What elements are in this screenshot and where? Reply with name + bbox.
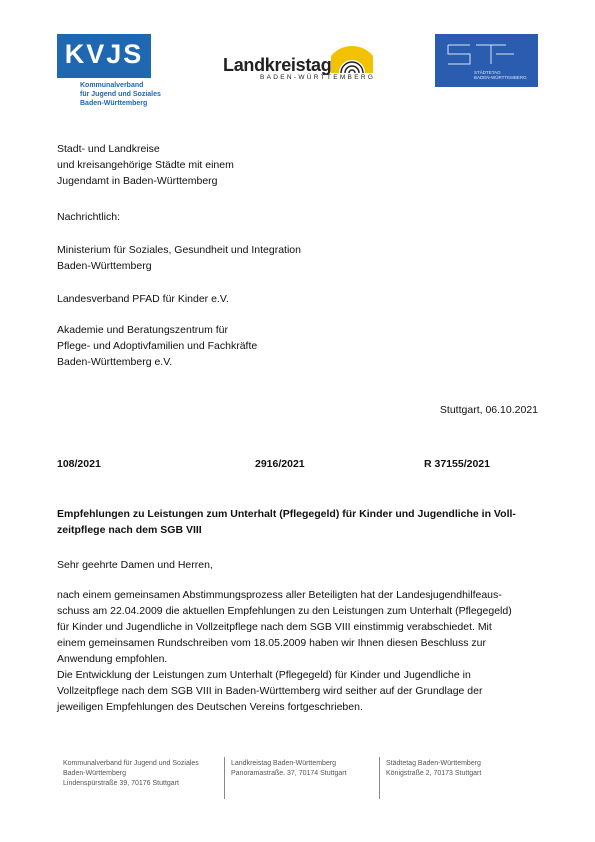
body-text (57, 587, 542, 715)
landkreistag-arc-icon (331, 33, 373, 73)
reference-number-1: 108/2021 (57, 458, 101, 470)
recipient-line: Akademie und Beratungszentrum für (57, 324, 229, 336)
footer-line: Landkreistag Baden-Württemberg (231, 760, 337, 767)
recipient-line: und kreisangehörige Städte mit einem (57, 159, 234, 171)
footer-divider (379, 757, 380, 799)
footer-line: Städtetag Baden-Württemberg (386, 760, 481, 767)
staedtetag-logo-text (474, 70, 527, 80)
recipient-group-4 (57, 322, 257, 370)
reference-number-2: 2916/2021 (255, 458, 305, 470)
body-line: schuss am 22.04.2009 die aktuellen Empfehlungen zu den Leistungen zum Unterhalt (Pflegegeld) (57, 605, 512, 617)
footer-line: Lindenspürstraße 39, 70176 Stuttgart (63, 780, 179, 787)
recipient-line: Pflege- und Adoptivfamilien und Fachkräfte (57, 340, 258, 352)
subject-line-1: Empfehlungen zu Leistungen zum Unterhalt (Pflegegeld) für Kinder und Jugendliche in Voll- (57, 508, 516, 520)
reference-number-3: R 37155/2021 (424, 458, 490, 470)
subject-heading (57, 506, 516, 538)
footer-line: Königstraße 2, 70173 Stuttgart (386, 770, 482, 777)
landkreistag-logo-name: Landkreistag (223, 55, 332, 75)
footer-kvjs (63, 759, 199, 789)
recipient-line: Baden-Württemberg (57, 260, 152, 272)
body-line: für Kinder und Jugendliche in Vollzeitpflege nach dem SGB VIII einstimmig verabschiedet. Mit (57, 621, 492, 633)
body-line: Anwendung empfohlen. (57, 653, 168, 665)
kvjs-logo-line-3: Baden-Württemberg (80, 100, 148, 107)
body-line: einem gemeinsamen Rundschreiben vom 18.05.2009 haben wir Ihnen diesen Beschluss zur (57, 637, 487, 649)
footer-landkreistag (231, 759, 347, 779)
landkreistag-logo-sub: BADEN-WÜRTTEMBERG (260, 74, 376, 81)
staedtetag-logo-line-1: STÄDTETAG (474, 70, 501, 75)
body-line: nach einem gemeinsamen Abstimmungsprozess aller Beteiligten hat der Landesjugendhilfeaus- (57, 589, 502, 601)
footer-line: Panoramastraße. 37, 70174 Stuttgart (231, 770, 347, 777)
cc-label: Nachrichtlich: (57, 211, 121, 223)
footer-divider (224, 757, 225, 799)
date-line: Stuttgart, 06.10.2021 (439, 404, 538, 416)
salutation: Sehr geehrte Damen und Herren, (57, 559, 213, 571)
body-line: Die Entwicklung der Leistungen zum Unterhalt (Pflegegeld) für Kinder und Jugendliche in (57, 669, 471, 681)
footer-line: Baden-Württemberg (63, 770, 127, 777)
body-line: Vollzeitpflege nach dem SGB VIII in Baden-Württemberg wird seither auf der Grundlage der (57, 685, 483, 697)
subject-line-2: zeitpflege nach dem SGB VIII (57, 524, 202, 536)
recipient-group-3 (57, 291, 229, 307)
recipient-line: Baden-Württemberg e.V. (57, 356, 173, 368)
kvjs-logo-line-1: Kommunalverband (80, 82, 144, 89)
recipient-line: Ministerium für Soziales, Gesundheit und Integration (57, 244, 301, 256)
recipient-group-1 (57, 141, 234, 189)
footer-line: Kommunalverband für Jugend und Soziales (63, 760, 199, 767)
recipient-line: Landesverband PFAD für Kinder e.V. (57, 293, 229, 305)
recipient-group-2 (57, 242, 301, 274)
staedtetag-mark-icon (446, 42, 516, 68)
kvjs-logo-line-2: für Jugend und Soziales (80, 91, 161, 98)
footer-staedtetag (386, 759, 481, 779)
kvjs-logo-letters: KVJS (64, 39, 144, 69)
body-line: jeweiligen Empfehlungen des Deutschen Vereins fortgeschrieben. (57, 701, 363, 713)
staedtetag-logo-line-2: BADEN-WÜRTTEMBERG (474, 75, 527, 80)
recipient-line: Jugendamt in Baden-Württemberg (57, 175, 218, 187)
recipient-line: Stadt- und Landkreise (57, 143, 160, 155)
